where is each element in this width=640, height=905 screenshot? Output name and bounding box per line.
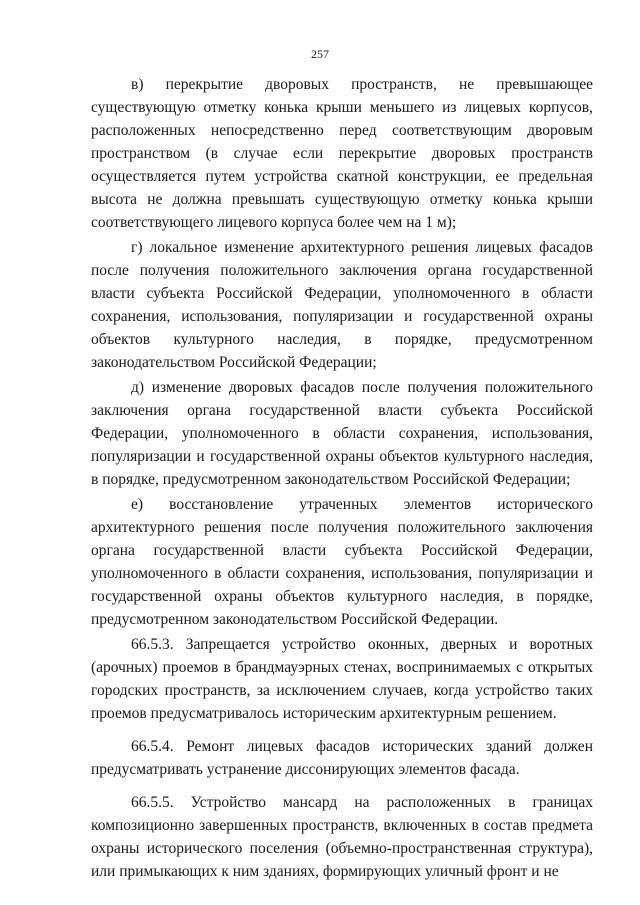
paragraph-d: д) изменение дворовых фасадов после получения положительного заключения органа государственной власти субъекта Российской Федерации, уполномоченного в области сохранения, использования, популяризации и государственной охраны объектов культурного наследия, в порядке, предусмотренном законодательством Российской Федерации; [91,379,593,488]
paragraph-66-5-3: 66.5.3. Запрещается устройство оконных, дверных и воротных (арочных) проемов в брандмауэрных стенах, воспринимаемых с открытых городских пространств, за исключением случаев, когда устройство таких проемов предусматривалось историческим архитектурным решением. [91,636,593,722]
paragraph-v: в) перекрытие дворовых пространств, не превышающее существующую отметку конька крыши меньшего из лицевых корпусов, расположенных непосредственно перед соответствующим дворовым пространством (в случае если перекрытие дворовых пространств осуществляется путем устройства скатной конструкции, ее предельная высота не должна превышать существующую отметку конька крыши соответствующего лицевого корпуса более чем на 1 м); [91,76,593,231]
paragraph-66-5-4: 66.5.4. Ремонт лицевых фасадов исторических зданий должен предусматривать устранение диссонирующих элементов фасада. [91,738,593,778]
page-number: 257 [311,47,329,61]
document-body [91,73,593,883]
paragraph-e: е) восстановление утраченных элементов исторического архитектурного решения после получения положительного заключения органа государственной власти субъекта Российской Федерации, уполномоченного в области сохранения, использования, популяризации и государственной охраны объектов культурного наследия, в порядке, предусмотренном законодательством Российской Федерации. [91,496,593,628]
paragraph-66-5-5: 66.5.5. Устройство мансард на расположенных в границах композиционно завершенных пространств, включенных в состав предмета охраны исторического поселения (объемно-пространственная структура), или примыкающих к ним зданиях, формирующих уличный фронт и не [91,794,593,880]
paragraph-g: г) локальное изменение архитектурного решения лицевых фасадов после получения положительного заключения органа государственной власти субъекта Российской Федерации, уполномоченного в области сохранения, использования, популяризации и государственной охраны объектов культурного наследия, в порядке, предусмотренном законодательством Российской Федерации; [91,239,593,371]
